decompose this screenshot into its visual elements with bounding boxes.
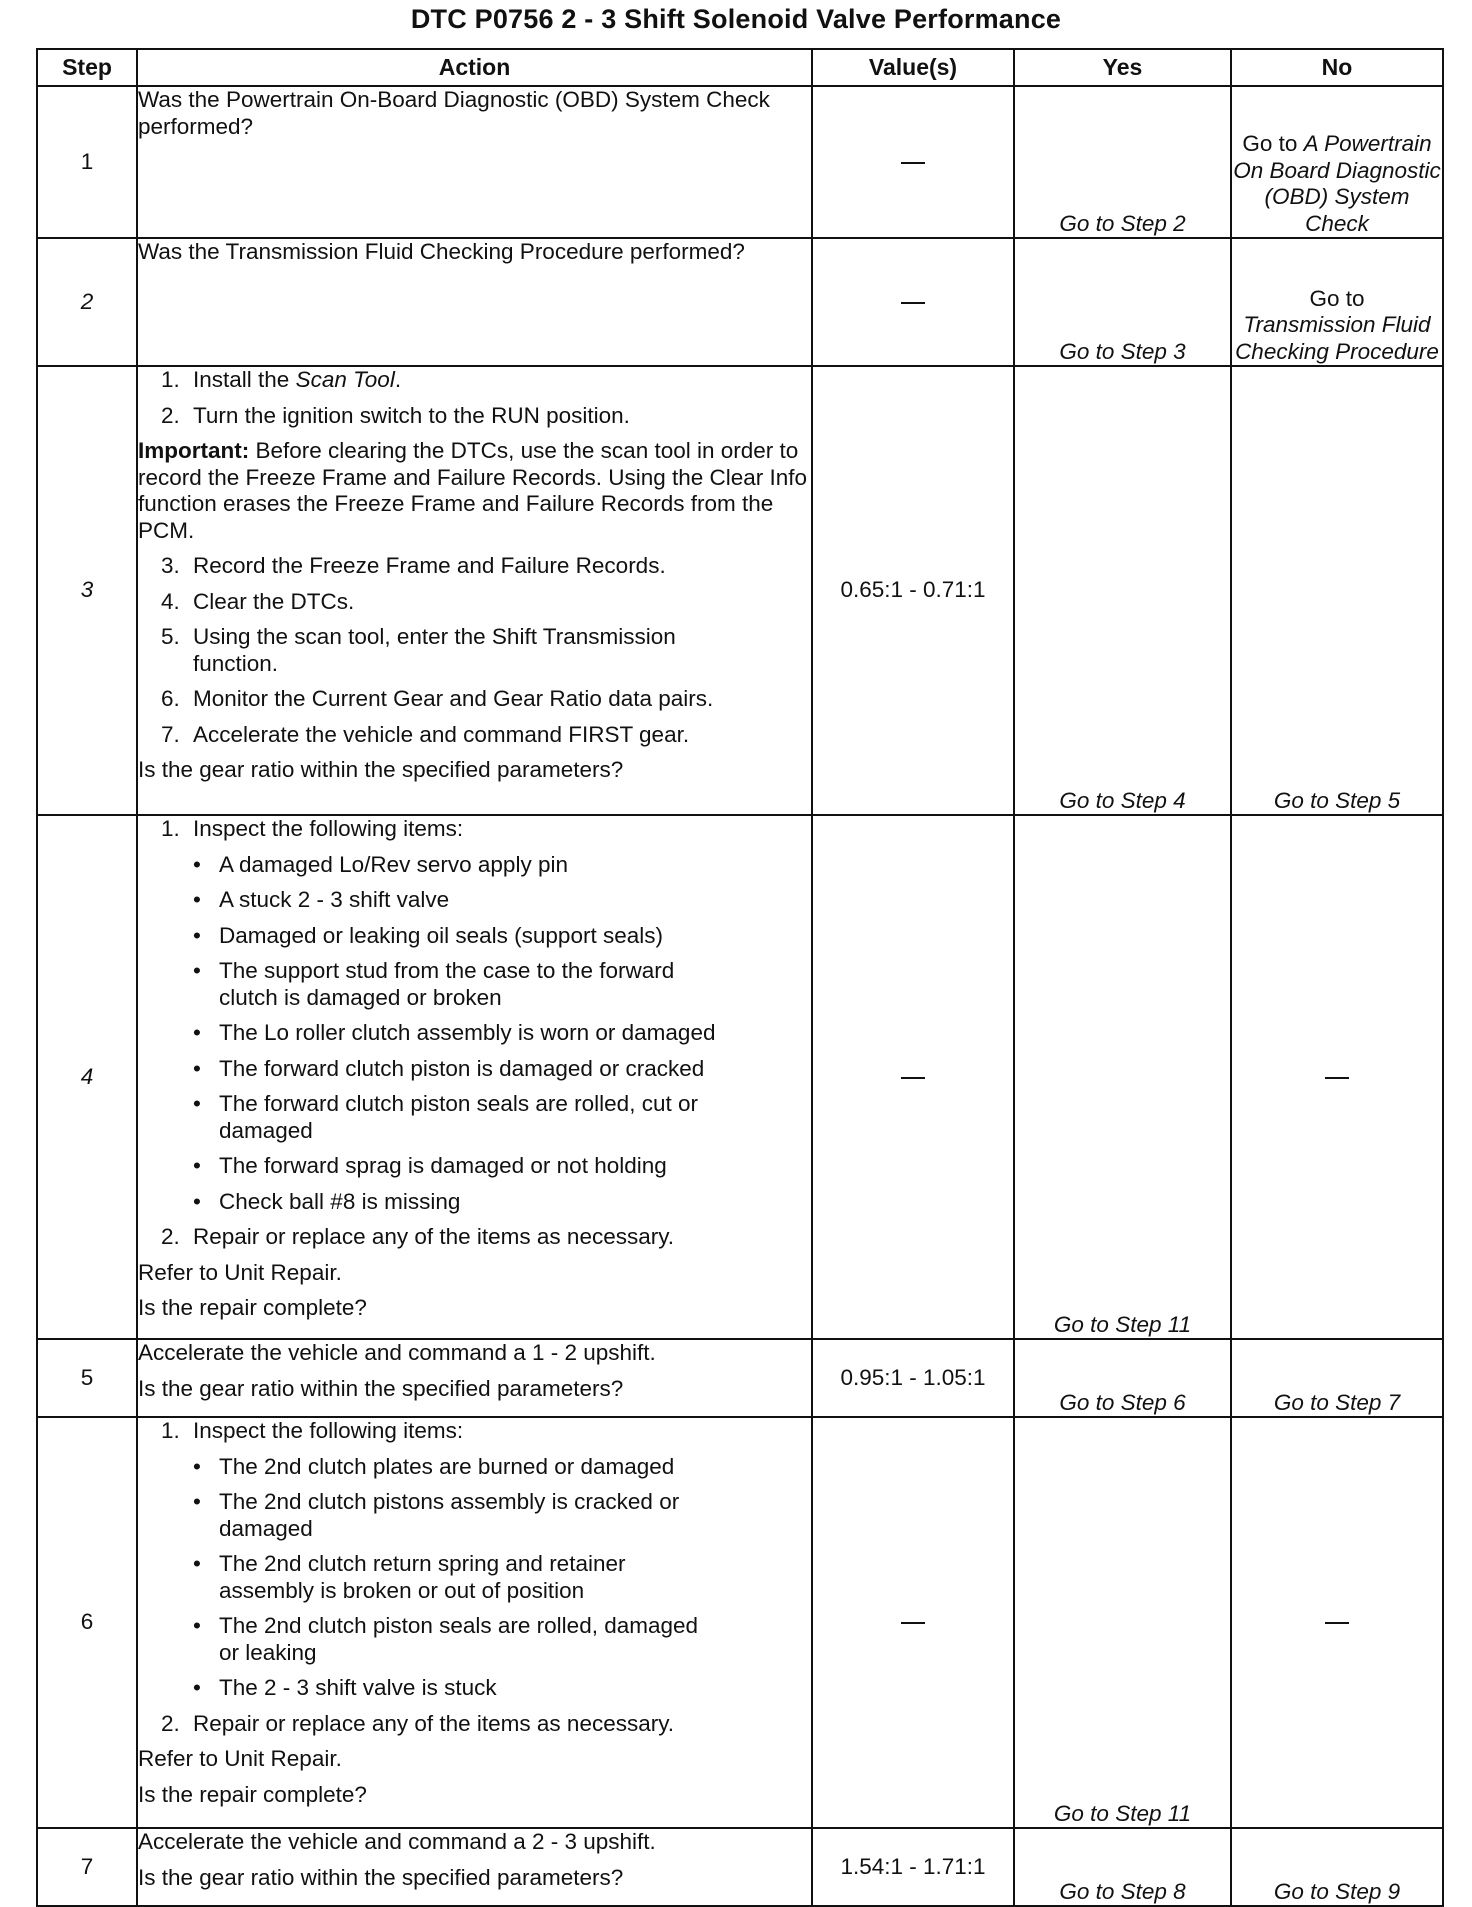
- action-question: Is the repair complete?: [138, 1295, 367, 1320]
- list-item: • Check ball #8 is missing: [193, 1188, 461, 1214]
- list-item: • The 2 - 3 shift valve is stuck: [193, 1675, 497, 1700]
- dash-mark: [901, 1622, 925, 1624]
- numbered-step: 6. Monitor the Current Gear and Gear Ratio data pairs.: [161, 686, 714, 711]
- no-prefix: Go to: [1309, 285, 1365, 311]
- no-cell: [1231, 238, 1443, 366]
- table-row-step-4: [37, 815, 1443, 1339]
- list-item-continuation: or leaking: [219, 1639, 317, 1665]
- list-item: • A damaged Lo/Rev servo apply pin: [193, 851, 568, 877]
- value-cell: [812, 238, 1014, 366]
- numbered-step: 1. Install the Scan Tool.: [161, 367, 402, 392]
- no-cell: [1231, 366, 1443, 815]
- scan-tool-link[interactable]: Scan Tool: [295, 367, 395, 392]
- yes-link[interactable]: Go to Step 11: [1014, 815, 1231, 1339]
- header-no: No: [1231, 49, 1443, 86]
- list-item: • The 2nd clutch piston seals are rolled, damaged: [193, 1613, 699, 1638]
- action-text: [137, 238, 812, 366]
- diagnostic-table: [36, 48, 1444, 1907]
- action-text: [137, 1828, 812, 1906]
- list-item: • The forward clutch piston is damaged or cracked: [193, 1055, 705, 1081]
- important-text: Before clearing the DTCs, use the scan tool in order to record the Freeze Frame and Failure Records. Using the Clear Info function erases the Freeze Frame and Failure Records from the PCM.: [138, 438, 808, 543]
- value-text: 1.54:1 - 1.71:1: [812, 1828, 1014, 1906]
- list-item: • The support stud from the case to the forward: [193, 958, 675, 983]
- action-question: Is the gear ratio within the specified parameters?: [138, 757, 624, 782]
- no-link[interactable]: Go to Step 5: [1273, 787, 1401, 813]
- yes-link[interactable]: Go to Step 4: [1014, 366, 1231, 815]
- list-item: • Damaged or leaking oil seals (support seals): [193, 922, 663, 948]
- list-item-continuation: damaged: [219, 1515, 313, 1541]
- table-row-step-6: [37, 1417, 1443, 1828]
- header-values: Value(s): [812, 49, 1014, 86]
- numbered-step: 2. Repair or replace any of the items as necessary.: [161, 1224, 675, 1249]
- action-text: [137, 815, 812, 1339]
- value-cell: [812, 815, 1014, 1339]
- important-note: [138, 438, 811, 544]
- header-step: Step: [37, 49, 137, 86]
- step-number: 3: [37, 366, 137, 815]
- value-cell: [812, 1417, 1014, 1828]
- action-text: [137, 86, 812, 238]
- numbered-step: 2. Turn the ignition switch to the RUN position.: [161, 402, 630, 428]
- page-title: DTC P0756 2 - 3 Shift Solenoid Valve Performance: [410, 4, 1062, 34]
- no-cell: [1231, 1339, 1443, 1417]
- action-text: [137, 1339, 812, 1417]
- no-link[interactable]: Transmission Fluid Checking Procedure: [1235, 312, 1439, 364]
- numbered-step: 4. Clear the DTCs.: [161, 588, 355, 614]
- yes-link[interactable]: Go to Step 2: [1014, 86, 1231, 238]
- no-link[interactable]: Go to Step 9: [1273, 1878, 1401, 1904]
- table-row-step-5: [37, 1339, 1443, 1417]
- list-item: • The 2nd clutch return spring and retainer: [193, 1551, 626, 1576]
- numbered-step: 1. Inspect the following items:: [161, 1418, 464, 1443]
- yes-link[interactable]: Go to Step 3: [1014, 238, 1231, 366]
- header-action: Action: [137, 49, 812, 86]
- header-row: [37, 49, 1443, 86]
- no-cell: [1231, 1417, 1443, 1828]
- table-row-step-3: [37, 366, 1443, 815]
- action-question: Is the gear ratio within the specified parameters?: [138, 1375, 624, 1401]
- dash-mark: [901, 1077, 925, 1079]
- list-item-continuation: assembly is broken or out of position: [219, 1577, 585, 1603]
- no-cell: [1231, 86, 1443, 238]
- action-question: Is the repair complete?: [138, 1781, 367, 1807]
- table-row-step-1: [37, 86, 1443, 238]
- step-number: 5: [37, 1339, 137, 1417]
- no-prefix: Go to: [1242, 131, 1298, 156]
- refer-note: Refer to Unit Repair.: [138, 1746, 342, 1771]
- dash-mark: [1325, 1622, 1349, 1624]
- no-link[interactable]: A Powertrain On Board Diagnostic (OBD) System Check: [1233, 131, 1441, 236]
- numbered-step: 2. Repair or replace any of the items as necessary.: [161, 1710, 675, 1736]
- yes-link[interactable]: Go to Step 8: [1014, 1828, 1231, 1906]
- list-item-continuation: clutch is damaged or broken: [219, 984, 502, 1010]
- list-item: • The 2nd clutch pistons assembly is cracked or: [193, 1489, 680, 1514]
- action-instruction: Accelerate the vehicle and command a 1 - 2 upshift.: [138, 1340, 656, 1365]
- list-item: • The 2nd clutch plates are burned or damaged: [193, 1453, 675, 1479]
- dash-mark: [901, 302, 925, 304]
- numbered-step: 1. Inspect the following items:: [161, 816, 464, 841]
- list-item: • The forward clutch piston seals are rolled, cut or: [193, 1091, 698, 1116]
- no-cell: [1231, 815, 1443, 1339]
- refer-note: Refer to Unit Repair.: [138, 1259, 342, 1285]
- step-number: 6: [37, 1417, 137, 1828]
- list-item: • The Lo roller clutch assembly is worn or damaged: [193, 1020, 716, 1045]
- yes-link[interactable]: Go to Step 6: [1014, 1339, 1231, 1417]
- numbered-step: 3. Record the Freeze Frame and Failure Records.: [161, 553, 666, 578]
- value-cell: [812, 86, 1014, 238]
- important-label: Important:: [138, 438, 250, 463]
- list-item: • A stuck 2 - 3 shift valve: [193, 887, 450, 912]
- step-number: 7: [37, 1828, 137, 1906]
- numbered-step: 5. Using the scan tool, enter the Shift Transmission: [161, 624, 676, 649]
- numbered-step-continuation: function.: [193, 650, 279, 676]
- step-number: 2: [37, 238, 137, 366]
- step-number: 1: [37, 86, 137, 238]
- list-item: • The forward sprag is damaged or not holding: [193, 1153, 667, 1178]
- action-text: [137, 366, 812, 815]
- list-item-continuation: damaged: [219, 1117, 313, 1143]
- action-question: Was the Powertrain On-Board Diagnostic (OBD) System Check performed?: [138, 87, 770, 139]
- table-row-step-7: [37, 1828, 1443, 1906]
- action-question: Was the Transmission Fluid Checking Procedure performed?: [138, 239, 745, 264]
- yes-link[interactable]: Go to Step 11: [1014, 1417, 1231, 1828]
- dash-mark: [901, 162, 925, 164]
- no-cell: [1231, 1828, 1443, 1906]
- action-instruction: Accelerate the vehicle and command a 2 - 3 upshift.: [138, 1829, 656, 1854]
- value-text: 0.95:1 - 1.05:1: [812, 1339, 1014, 1417]
- table-row-step-2: [37, 238, 1443, 366]
- action-text: [137, 1417, 812, 1828]
- value-text: 0.65:1 - 0.71:1: [812, 366, 1014, 815]
- action-question: Is the gear ratio within the specified parameters?: [138, 1864, 624, 1890]
- numbered-step: 7. Accelerate the vehicle and command FIRST gear.: [161, 721, 690, 747]
- step-number: 4: [37, 815, 137, 1339]
- no-link[interactable]: Go to Step 7: [1273, 1389, 1401, 1415]
- header-yes: Yes: [1014, 49, 1231, 86]
- dash-mark: [1325, 1077, 1349, 1079]
